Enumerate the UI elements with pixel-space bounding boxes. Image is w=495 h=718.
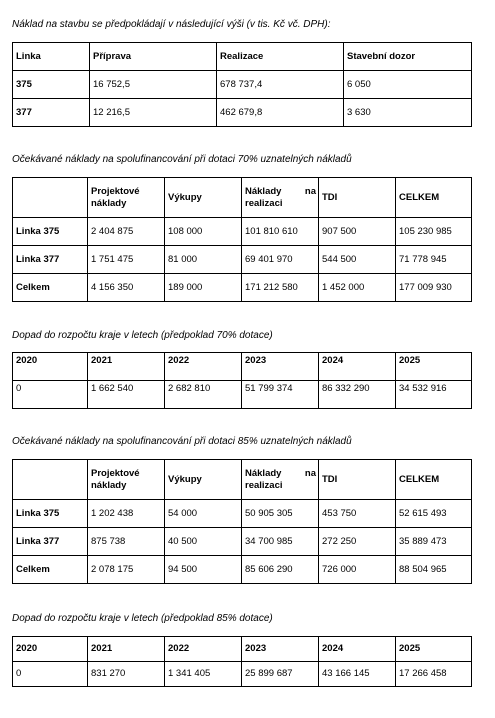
table-cell: 726 000 (319, 556, 396, 584)
table-cofinancing-70 (12, 177, 472, 302)
table-cell: 34 700 985 (242, 528, 319, 556)
table-row (13, 218, 472, 246)
header-cell: Náklady na realizaci (242, 178, 319, 218)
table-cell: 177 009 930 (396, 274, 472, 302)
table-cell: 1 452 000 (319, 274, 396, 302)
table-cell: 25 899 687 (242, 662, 319, 687)
header-cell: Výkupy (165, 178, 242, 218)
table-cell: 88 504 965 (396, 556, 472, 584)
header-cell: 2022 (165, 637, 242, 662)
header-cell: Náklady na realizaci (242, 460, 319, 500)
table-cell: 1 662 540 (88, 381, 165, 409)
table-cell: 831 270 (88, 662, 165, 687)
header-cell: Linka (13, 43, 90, 71)
row-label: 377 (13, 99, 90, 127)
header-cell: 2020 (13, 637, 88, 662)
table-budget-impact-85 (12, 636, 472, 687)
table-cell: 16 752,5 (90, 71, 217, 99)
table-cell: 544 500 (319, 246, 396, 274)
table-cell: 2 682 810 (165, 381, 242, 409)
row-label: 375 (13, 71, 90, 99)
header-cell: 2021 (88, 637, 165, 662)
table-row (13, 99, 472, 127)
table-cell: 34 532 916 (396, 381, 472, 409)
table-row (13, 71, 472, 99)
table-cell: 1 202 438 (88, 500, 165, 528)
header-cell: 2023 (242, 353, 319, 381)
caption-cost-estimate: Náklad na stavbu se předpokládají v následující výši (v tis. Kč vč. DPH): (12, 19, 331, 30)
table-cell: 85 606 290 (242, 556, 319, 584)
header-cell: 2023 (242, 637, 319, 662)
table-header-row (13, 637, 472, 662)
table-cell: 875 738 (88, 528, 165, 556)
caption-cofinancing-70: Očekávané náklady na spolufinancování při dotaci 70% uznatelných nákladů (12, 154, 352, 165)
header-cell: TDI (319, 178, 396, 218)
header-cell: Realizace (217, 43, 344, 71)
row-label: Linka 375 (13, 218, 88, 246)
header-cell: 2022 (165, 353, 242, 381)
row-label: Linka 377 (13, 246, 88, 274)
table-cell: 54 000 (165, 500, 242, 528)
table-row (13, 500, 472, 528)
row-label: Linka 375 (13, 500, 88, 528)
table-cell: 1 751 475 (88, 246, 165, 274)
table-cofinancing-85 (12, 459, 472, 584)
table-cell: 51 799 374 (242, 381, 319, 409)
table-cell: 171 212 580 (242, 274, 319, 302)
table-cell: 3 630 (344, 99, 472, 127)
table-cell: 272 250 (319, 528, 396, 556)
caption-budget-impact-70: Dopad do rozpočtu kraje v letech (předpoklad 70% dotace) (12, 330, 273, 341)
table-cell: 453 750 (319, 500, 396, 528)
table-header-row (13, 178, 472, 218)
header-cell: CELKEM (396, 460, 472, 500)
table-header-row (13, 43, 472, 71)
table-cell: 105 230 985 (396, 218, 472, 246)
table-row (13, 274, 472, 302)
table-cell: 189 000 (165, 274, 242, 302)
header-cell: 2025 (396, 637, 472, 662)
table-cell: 1 341 405 (165, 662, 242, 687)
table-row (13, 556, 472, 584)
row-label: Celkem (13, 556, 88, 584)
table-cell: 6 050 (344, 71, 472, 99)
table-cell: 81 000 (165, 246, 242, 274)
table-cell: 43 166 145 (319, 662, 396, 687)
row-label: Linka 377 (13, 528, 88, 556)
table-cell: 101 810 610 (242, 218, 319, 246)
table-cell: 94 500 (165, 556, 242, 584)
table-cell: 35 889 473 (396, 528, 472, 556)
table-row (13, 662, 472, 687)
table-cell: 4 156 350 (88, 274, 165, 302)
table-cell: 52 615 493 (396, 500, 472, 528)
row-label: Celkem (13, 274, 88, 302)
header-cell: CELKEM (396, 178, 472, 218)
table-cell: 17 266 458 (396, 662, 472, 687)
table-cell: 71 778 945 (396, 246, 472, 274)
table-cell: 12 216,5 (90, 99, 217, 127)
table-cell: 0 (13, 381, 88, 409)
table-cell: 907 500 (319, 218, 396, 246)
header-cell-empty (13, 178, 88, 218)
table-row (13, 528, 472, 556)
header-cell: 2025 (396, 353, 472, 381)
table-cell: 40 500 (165, 528, 242, 556)
header-cell: Výkupy (165, 460, 242, 500)
header-cell: Projektové náklady (88, 178, 165, 218)
header-cell: 2024 (319, 353, 396, 381)
table-cell: 86 332 290 (319, 381, 396, 409)
header-cell: Projektové náklady (88, 460, 165, 500)
header-cell: Příprava (90, 43, 217, 71)
table-cost-estimate (12, 42, 472, 127)
table-cell: 108 000 (165, 218, 242, 246)
table-header-row (13, 460, 472, 500)
table-cell: 678 737,4 (217, 71, 344, 99)
table-cell: 69 401 970 (242, 246, 319, 274)
table-row (13, 381, 472, 409)
table-cell: 50 905 305 (242, 500, 319, 528)
table-cell: 462 679,8 (217, 99, 344, 127)
header-cell: TDI (319, 460, 396, 500)
table-cell: 2 078 175 (88, 556, 165, 584)
table-row (13, 246, 472, 274)
table-budget-impact-70 (12, 352, 472, 409)
header-cell: Stavební dozor (344, 43, 472, 71)
caption-cofinancing-85: Očekávané náklady na spolufinancování při dotaci 85% uznatelných nákladů (12, 436, 352, 447)
header-cell-empty (13, 460, 88, 500)
table-cell: 0 (13, 662, 88, 687)
header-cell: 2020 (13, 353, 88, 381)
caption-budget-impact-85: Dopad do rozpočtu kraje v letech (předpoklad 85% dotace) (12, 613, 273, 624)
table-header-row (13, 353, 472, 381)
header-cell: 2021 (88, 353, 165, 381)
table-cell: 2 404 875 (88, 218, 165, 246)
header-cell: 2024 (319, 637, 396, 662)
